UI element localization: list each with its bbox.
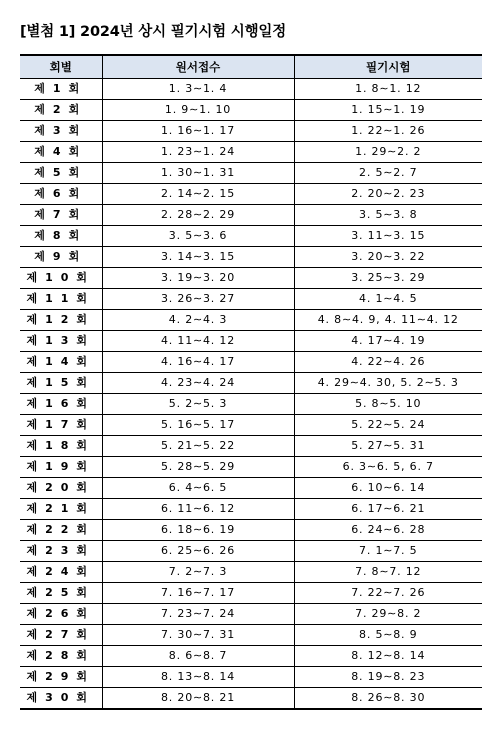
round-cell: 제29회 <box>20 667 102 688</box>
table-header-row <box>20 55 482 79</box>
written-exam-period-cell: 5. 27∼5. 31 <box>294 436 482 457</box>
written-exam-period-cell: 6. 17∼6. 21 <box>294 499 482 520</box>
application-period-cell: 5. 2∼5. 3 <box>102 394 294 415</box>
application-period-cell: 5. 21∼5. 22 <box>102 436 294 457</box>
table-row <box>20 436 482 457</box>
round-cell: 제13회 <box>20 331 102 352</box>
written-exam-period-cell: 1. 22∼1. 26 <box>294 121 482 142</box>
application-period-cell: 6. 4∼6. 5 <box>102 478 294 499</box>
application-period-cell: 6. 18∼6. 19 <box>102 520 294 541</box>
table-row <box>20 646 482 667</box>
round-cell: 제8회 <box>20 226 102 247</box>
column-header-round: 회별 <box>20 55 102 79</box>
table-row <box>20 373 482 394</box>
written-exam-period-cell: 2. 5∼2. 7 <box>294 163 482 184</box>
round-cell: 제12회 <box>20 310 102 331</box>
application-period-cell: 1. 23∼1. 24 <box>102 142 294 163</box>
column-header-written-exam: 필기시험 <box>294 55 482 79</box>
application-period-cell: 3. 26∼3. 27 <box>102 289 294 310</box>
written-exam-period-cell: 4. 17∼4. 19 <box>294 331 482 352</box>
round-cell: 제6회 <box>20 184 102 205</box>
application-period-cell: 1. 16∼1. 17 <box>102 121 294 142</box>
written-exam-period-cell: 7. 1∼7. 5 <box>294 541 482 562</box>
written-exam-period-cell: 1. 29∼2. 2 <box>294 142 482 163</box>
table-row <box>20 268 482 289</box>
table-row <box>20 310 482 331</box>
round-cell: 제10회 <box>20 268 102 289</box>
written-exam-period-cell: 3. 25∼3. 29 <box>294 268 482 289</box>
written-exam-period-cell: 7. 22∼7. 26 <box>294 583 482 604</box>
table-row <box>20 394 482 415</box>
table-row <box>20 331 482 352</box>
application-period-cell: 4. 23∼4. 24 <box>102 373 294 394</box>
round-cell: 제30회 <box>20 688 102 710</box>
table-row <box>20 667 482 688</box>
round-cell: 제20회 <box>20 478 102 499</box>
written-exam-period-cell: 8. 19∼8. 23 <box>294 667 482 688</box>
column-header-application: 원서접수 <box>102 55 294 79</box>
table-row <box>20 499 482 520</box>
application-period-cell: 5. 28∼5. 29 <box>102 457 294 478</box>
table-row <box>20 562 482 583</box>
written-exam-period-cell: 5. 22∼5. 24 <box>294 415 482 436</box>
application-period-cell: 6. 25∼6. 26 <box>102 541 294 562</box>
table-row <box>20 583 482 604</box>
table-row <box>20 520 482 541</box>
application-period-cell: 8. 20∼8. 21 <box>102 688 294 710</box>
written-exam-period-cell: 2. 20∼2. 23 <box>294 184 482 205</box>
table-row <box>20 604 482 625</box>
written-exam-period-cell: 3. 5∼3. 8 <box>294 205 482 226</box>
application-period-cell: 4. 2∼4. 3 <box>102 310 294 331</box>
application-period-cell: 3. 14∼3. 15 <box>102 247 294 268</box>
table-row <box>20 79 482 100</box>
application-period-cell: 4. 16∼4. 17 <box>102 352 294 373</box>
application-period-cell: 7. 2∼7. 3 <box>102 562 294 583</box>
round-cell: 제15회 <box>20 373 102 394</box>
application-period-cell: 5. 16∼5. 17 <box>102 415 294 436</box>
table-row <box>20 121 482 142</box>
application-period-cell: 8. 13∼8. 14 <box>102 667 294 688</box>
written-exam-period-cell: 4. 22∼4. 26 <box>294 352 482 373</box>
round-cell: 제14회 <box>20 352 102 373</box>
table-row <box>20 415 482 436</box>
round-cell: 제4회 <box>20 142 102 163</box>
round-cell: 제7회 <box>20 205 102 226</box>
application-period-cell: 3. 19∼3. 20 <box>102 268 294 289</box>
application-period-cell: 2. 14∼2. 15 <box>102 184 294 205</box>
written-exam-period-cell: 7. 8∼7. 12 <box>294 562 482 583</box>
round-cell: 제5회 <box>20 163 102 184</box>
application-period-cell: 1. 9∼1. 10 <box>102 100 294 121</box>
table-row <box>20 247 482 268</box>
written-exam-period-cell: 3. 11∼3. 15 <box>294 226 482 247</box>
written-exam-period-cell: 4. 1∼4. 5 <box>294 289 482 310</box>
round-cell: 제23회 <box>20 541 102 562</box>
table-row <box>20 205 482 226</box>
written-exam-period-cell: 8. 5∼8. 9 <box>294 625 482 646</box>
application-period-cell: 8. 6∼8. 7 <box>102 646 294 667</box>
table-row <box>20 226 482 247</box>
written-exam-period-cell: 4. 29∼4. 30, 5. 2∼5. 3 <box>294 373 482 394</box>
round-cell: 제24회 <box>20 562 102 583</box>
round-cell: 제9회 <box>20 247 102 268</box>
round-cell: 제3회 <box>20 121 102 142</box>
application-period-cell: 6. 11∼6. 12 <box>102 499 294 520</box>
application-period-cell: 1. 30∼1. 31 <box>102 163 294 184</box>
application-period-cell: 7. 16∼7. 17 <box>102 583 294 604</box>
table-row <box>20 352 482 373</box>
round-cell: 제17회 <box>20 415 102 436</box>
schedule-table <box>20 54 482 710</box>
written-exam-period-cell: 8. 26∼8. 30 <box>294 688 482 710</box>
round-cell: 제26회 <box>20 604 102 625</box>
application-period-cell: 2. 28∼2. 29 <box>102 205 294 226</box>
table-row <box>20 478 482 499</box>
table-row <box>20 142 482 163</box>
written-exam-period-cell: 1. 8∼1. 12 <box>294 79 482 100</box>
round-cell: 제16회 <box>20 394 102 415</box>
application-period-cell: 7. 30∼7. 31 <box>102 625 294 646</box>
table-row <box>20 289 482 310</box>
application-period-cell: 1. 3∼1. 4 <box>102 79 294 100</box>
round-cell: 제28회 <box>20 646 102 667</box>
application-period-cell: 7. 23∼7. 24 <box>102 604 294 625</box>
table-row <box>20 688 482 710</box>
table-row <box>20 100 482 121</box>
table-row <box>20 184 482 205</box>
table-row <box>20 457 482 478</box>
round-cell: 제21회 <box>20 499 102 520</box>
round-cell: 제18회 <box>20 436 102 457</box>
written-exam-period-cell: 7. 29∼8. 2 <box>294 604 482 625</box>
written-exam-period-cell: 6. 10∼6. 14 <box>294 478 482 499</box>
written-exam-period-cell: 6. 3∼6. 5, 6. 7 <box>294 457 482 478</box>
document-title: [별첨 1] 2024년 상시 필기시험 시행일정 <box>20 24 287 40</box>
round-cell: 제27회 <box>20 625 102 646</box>
round-cell: 제2회 <box>20 100 102 121</box>
application-period-cell: 3. 5∼3. 6 <box>102 226 294 247</box>
round-cell: 제22회 <box>20 520 102 541</box>
written-exam-period-cell: 1. 15∼1. 19 <box>294 100 482 121</box>
written-exam-period-cell: 6. 24∼6. 28 <box>294 520 482 541</box>
schedule-table-body <box>20 79 482 710</box>
written-exam-period-cell: 8. 12∼8. 14 <box>294 646 482 667</box>
table-row <box>20 541 482 562</box>
application-period-cell: 4. 11∼4. 12 <box>102 331 294 352</box>
table-row <box>20 625 482 646</box>
written-exam-period-cell: 3. 20∼3. 22 <box>294 247 482 268</box>
table-row <box>20 163 482 184</box>
round-cell: 제19회 <box>20 457 102 478</box>
written-exam-period-cell: 4. 8∼4. 9, 4. 11∼4. 12 <box>294 310 482 331</box>
written-exam-period-cell: 5. 8∼5. 10 <box>294 394 482 415</box>
round-cell: 제25회 <box>20 583 102 604</box>
round-cell: 제1회 <box>20 79 102 100</box>
round-cell: 제11회 <box>20 289 102 310</box>
